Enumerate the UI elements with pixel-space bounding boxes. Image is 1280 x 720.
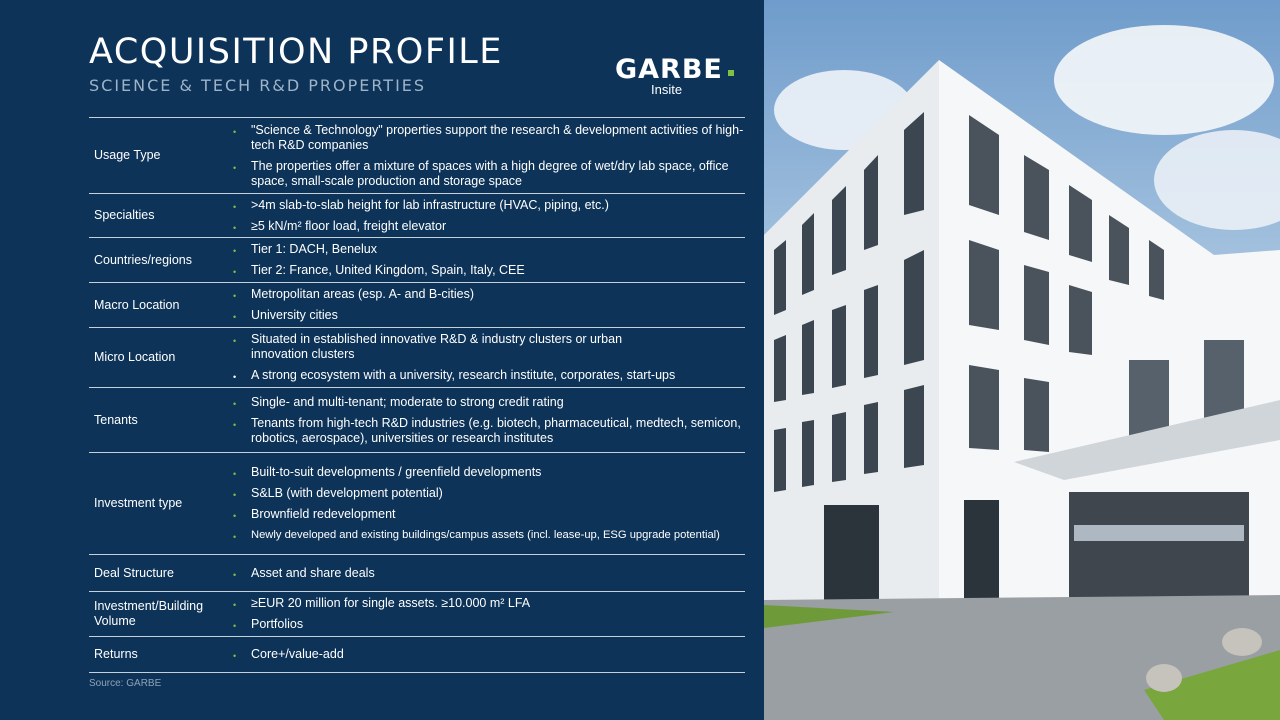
- row-items: [226, 194, 745, 237]
- table-row: [89, 591, 745, 636]
- page-title: ACQUISITION PROFILE: [89, 32, 503, 72]
- list-item: • Core+/value-add: [226, 644, 745, 665]
- list-item: • Built-to-suit developments / greenfield developments: [226, 462, 745, 483]
- bullet-icon: •: [233, 600, 237, 610]
- bullet-icon: •: [233, 398, 237, 409]
- table-row: [89, 193, 745, 237]
- row-items: [226, 118, 745, 193]
- list-item: • A strong ecosystem with a university, research institute, corporates, start-ups: [226, 365, 745, 386]
- bullet-icon: •: [233, 569, 237, 580]
- row-items: [226, 453, 745, 554]
- company-logo: [615, 54, 745, 100]
- bullet-icon: •: [233, 469, 237, 479]
- list-item: • The properties offer a mixture of spaces with a high degree of wet/dry lab space, office space, small-scale production and storage space: [233, 158, 729, 188]
- table-row: [89, 282, 745, 327]
- list-item: • ≥5 kN/m² floor load, freight elevator: [226, 216, 745, 237]
- list-item: • Brownfield redevelopment: [226, 504, 745, 525]
- table-row: [89, 554, 745, 591]
- list-item: • Situated in established innovative R&D & industry clusters or urban innovation clusters: [233, 332, 623, 361]
- row-items: [226, 328, 745, 387]
- bullet-icon: •: [233, 372, 237, 382]
- row-items: [226, 637, 745, 672]
- row-label: Countries/regions: [94, 252, 192, 267]
- row-label: Usage Type: [94, 148, 161, 162]
- row-label: Deal Structure: [94, 565, 174, 580]
- bullet-icon: •: [233, 312, 237, 322]
- table-row: [89, 636, 745, 673]
- row-label: Micro Location: [94, 350, 176, 364]
- bullet-icon: •: [233, 511, 237, 521]
- table-row: [89, 452, 745, 554]
- bullet-icon: •: [233, 201, 237, 212]
- table-row: [89, 237, 745, 282]
- page-subtitle: SCIENCE & TECH R&D PROPERTIES: [89, 76, 427, 95]
- list-item: • Tier 2: France, United Kingdom, Spain, Italy, CEE: [226, 260, 745, 281]
- list-item: • Tenants from high-tech R&D industries (e.g. biotech, pharmaceutical, medtech, semicon, robotics, aerospace), universities or research institutes: [233, 415, 741, 445]
- row-label: Macro Location: [94, 297, 180, 312]
- bullet-icon: •: [233, 336, 237, 346]
- table-row: [89, 387, 745, 452]
- row-label: Returns: [94, 647, 138, 661]
- row-label: Investment type: [94, 496, 183, 510]
- building-photo: [764, 0, 1280, 720]
- list-item: • Asset and share deals: [226, 563, 745, 584]
- logo-wordmark: GARBE: [615, 54, 723, 85]
- row-items: [226, 238, 745, 282]
- row-items: [226, 555, 745, 591]
- table-row: [89, 327, 745, 387]
- row-label: Tenants: [94, 412, 138, 427]
- building-illustration: [764, 0, 1280, 720]
- row-items: [226, 388, 745, 452]
- list-item: • >4m slab-to-slab height for lab infrastructure (HVAC, piping, etc.): [226, 195, 745, 216]
- list-item: • S&LB (with development potential): [226, 483, 745, 504]
- list-item: • Portfolios: [226, 614, 745, 635]
- list-item: • Metropolitan areas (esp. A- and B-cities): [226, 284, 745, 305]
- bullet-icon: •: [233, 651, 237, 661]
- bullet-icon: •: [233, 267, 237, 277]
- row-label: Specialties: [94, 208, 155, 222]
- logo-dot-icon: [728, 70, 734, 76]
- list-item: • "Science & Technology" properties support the research & development activities of high-tech R&D companies: [233, 122, 744, 152]
- bullet-icon: •: [233, 126, 237, 137]
- bullet-icon: •: [233, 532, 237, 542]
- list-item: • Single- and multi-tenant; moderate to strong credit rating: [226, 392, 745, 413]
- bullet-icon: •: [233, 490, 237, 500]
- list-item: • ≥EUR 20 million for single assets. ≥10.000 m² LFA: [226, 593, 745, 614]
- bullet-icon: •: [233, 222, 237, 233]
- table-row: [89, 117, 745, 193]
- source-note: Source: GARBE: [89, 678, 162, 689]
- bullet-icon: •: [233, 246, 237, 256]
- bullet-icon: •: [233, 621, 237, 631]
- profile-table: [89, 117, 745, 673]
- row-items: [226, 283, 745, 327]
- row-items: [226, 592, 745, 636]
- bullet-icon: •: [233, 419, 237, 430]
- row-label: Investment/Building Volume: [94, 599, 204, 628]
- list-item: • Tier 1: DACH, Benelux: [226, 239, 745, 260]
- list-item: • Newly developed and existing buildings/campus assets (incl. lease-up, ESG upgrade potential): [233, 529, 720, 542]
- bullet-icon: •: [233, 291, 237, 301]
- logo-subtext: Insite: [651, 82, 683, 97]
- bullet-icon: •: [233, 162, 237, 173]
- list-item: • University cities: [226, 305, 745, 326]
